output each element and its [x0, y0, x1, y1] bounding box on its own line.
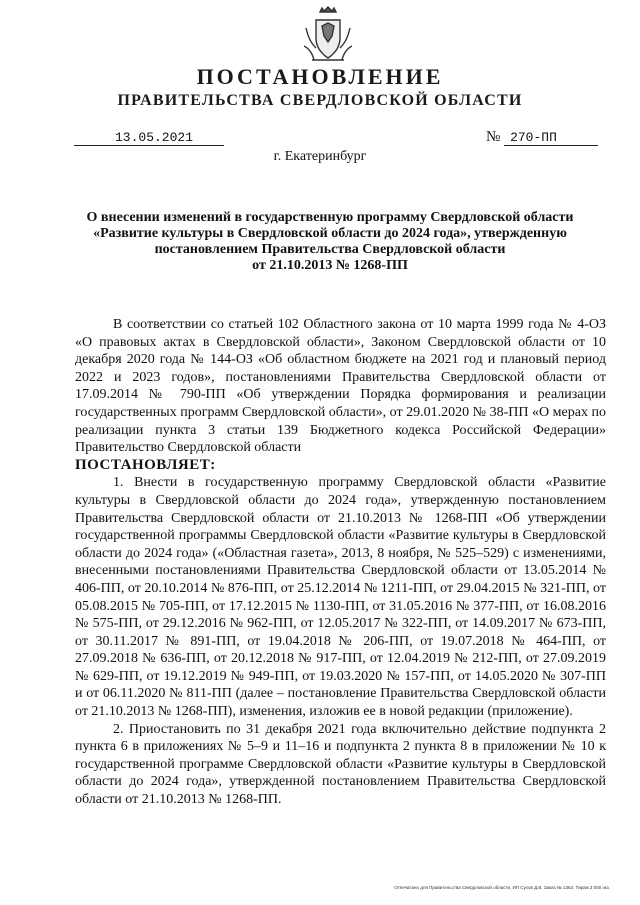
document-number-block: [486, 129, 598, 146]
item-2-paragraph: 2. Приостановить по 31 декабря 2021 года включительно действие подпункта 2 пункта 6 в приложениях № 5–9 и 11–16 и подпункта 2 пункта 8 в приложении № 10 к государственной программе Свердловской области «Развитие культуры в Свердловской области до 2024 года», утвержденной постановлением Правительства Свердловской области от 21.10.2013 № 1268-ПП.: [75, 721, 606, 808]
document-date: 13.05.2021: [74, 130, 224, 146]
heading-line-4: от 21.10.2013 № 1268-ПП: [252, 258, 408, 273]
city: г. Екатеринбург: [273, 149, 367, 164]
resolves-heading: ПОСТАНОВЛЯЕТ:: [75, 456, 216, 473]
document-number: 270-ПП: [504, 130, 598, 146]
number-sign: №: [486, 129, 501, 145]
heading-line-1: О внесении изменений в государственную программу Свердловской области: [86, 210, 574, 225]
heading-line-3: постановлением Правительства Свердловской области: [154, 242, 506, 257]
heading-line-2: «Развитие культуры в Свердловской области до 2024 года», утвержденную: [93, 226, 567, 241]
item-1-paragraph: 1. Внести в государственную программу Свердловской области «Развитие культуры в Свердловской области до 2024 года», утвержденную постановлением Правительства Свердловской области от 21.10.2013 № 1268-ПП «Об утверждении государственной программы Свердловской области «Развитие культуры в Свердловской области до 2024 года» («Областная газета», 2013, 8 ноября, № 525–529) с изменениями, внесенными постановлениями Правительства Свердловской области от 13.05.2014 № 406-ПП, от 20.10.2014 № 876-ПП, от 25.12.2014 № 1211-ПП, от 29.04.2015 № 321-ПП, от 05.08.2015 № 705-ПП, от 17.12.2015 № 1130-ПП, от 31.05.2016 № 377-ПП, от 16.08.2016 № 575-ПП, от 29.12.2016 № 962-ПП, от 12.05.2017 № 322-ПП, от 14.09.2017 № 673-ПП, от 30.11.2017 № 891-ПП, от 19.04.2018 № 206-ПП, от 19.07.2018 № 464-ПП, от 27.09.2018 № 636-ПП, от 20.12.2018 № 917-ПП, от 12.04.2019 № 212-ПП, от 27.09.2019 № 629-ПП, от 19.12.2019 № 949-ПП, от 19.03.2020 № 157-ПП, от 14.05.2020 № 307-ПП и от 06.11.2020 № 811-ПП (далее – постановление Правительства Свердловской области от 21.10.2013 № 1268-ПП), изменения, изложив ее в новой редакции (приложение).: [75, 475, 606, 720]
document-title: ПОСТАНОВЛЕНИЕ: [196, 64, 444, 89]
document-heading: [60, 210, 600, 274]
document-body: [75, 316, 606, 809]
coat-of-arms-icon: [302, 6, 354, 64]
print-note: Отпечатано для Правительства Свердловской области, ИП Сухов Д.В. Заказ № 1363. Тираж 2 000 экз.: [394, 885, 610, 890]
document-issuer: ПРАВИТЕЛЬСТВА СВЕРДЛОВСКОЙ ОБЛАСТИ: [117, 92, 523, 109]
preamble-paragraph: В соответствии со статьей 102 Областного закона от 10 марта 1999 года № 4-ОЗ «О правовых актах в Свердловской области», Законом Свердловской области от 10 декабря 2020 года № 144-ОЗ «Об областном бюджете на 2021 год и плановый период 2022 и 2023 годов», постановлениями Правительства Свердловской области от 17.09.2014 № 790-ПП «Об утверждении Порядка формирования и реализации государственных программ Свердловской области», от 29.01.2020 № 38-ПП «О мерах по реализации пункта 3 статьи 139 Бюджетного кодекса Российской Федерации» Правительство Свердловской области: [75, 317, 606, 456]
